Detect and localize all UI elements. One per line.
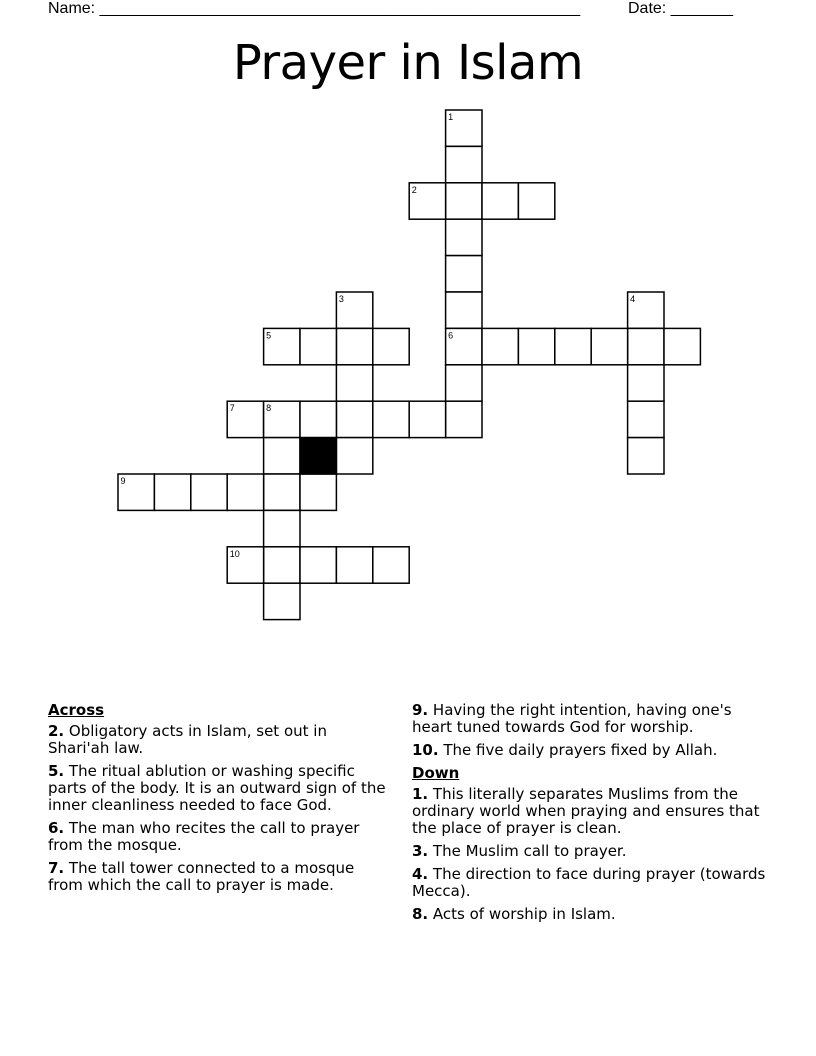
clue-number: 1.: [412, 785, 429, 803]
cell-number: 6: [448, 330, 454, 341]
grid-cell[interactable]: [446, 183, 482, 219]
grid-cell[interactable]: [446, 401, 482, 437]
grid-cell[interactable]: [373, 547, 409, 583]
clue-across-9: [412, 702, 772, 736]
grid-cell[interactable]: [628, 328, 664, 364]
grid-cell[interactable]: [336, 328, 372, 364]
grid-cell[interactable]: [446, 256, 482, 292]
grid-cell[interactable]: [628, 438, 664, 474]
grid-cell[interactable]: [555, 328, 591, 364]
clue-across-2: [48, 723, 393, 757]
grid-cell[interactable]: [154, 474, 190, 510]
grid-cell[interactable]: [227, 474, 263, 510]
clue-across-6: [48, 820, 393, 854]
clue-text: The man who recites the call to prayer from the mosque.: [48, 819, 360, 854]
clue-text: The five daily prayers fixed by Allah.: [443, 741, 718, 759]
clue-number: 4.: [412, 865, 429, 883]
clues-left-column: [48, 702, 393, 900]
grid-cell[interactable]: [336, 365, 372, 401]
grid-cell[interactable]: [373, 328, 409, 364]
grid-cell[interactable]: [336, 438, 372, 474]
grid-cell[interactable]: [409, 401, 445, 437]
clue-text: Having the right intention, having one's heart tuned towards God for worship.: [412, 701, 732, 736]
grid-cell[interactable]: [482, 183, 518, 219]
clue-number: 7.: [48, 859, 65, 877]
cell-number: 5: [266, 330, 272, 341]
grid-cell[interactable]: [482, 328, 518, 364]
grid-cell[interactable]: [518, 328, 554, 364]
grid-cell[interactable]: [336, 547, 372, 583]
clue-across-7: [48, 860, 393, 894]
date-line: _______: [670, 0, 733, 17]
clue-down-1: [412, 786, 772, 837]
grid-cell[interactable]: [628, 401, 664, 437]
grid-cell[interactable]: [628, 365, 664, 401]
cell-number: 3: [338, 294, 344, 304]
cell-number: 9: [120, 476, 126, 486]
grid-cell[interactable]: [264, 474, 300, 510]
clue-number: 5.: [48, 762, 65, 780]
grid-cell[interactable]: [664, 328, 700, 364]
across-heading: Across: [48, 701, 105, 719]
clue-number: 2.: [48, 722, 65, 740]
clue-number: 6.: [48, 819, 65, 837]
date-label: Date:: [628, 0, 667, 17]
clue-number: 9.: [412, 701, 429, 719]
clue-across-10: [412, 742, 772, 759]
grid-cell[interactable]: [300, 328, 336, 364]
clue-text: The ritual ablution or washing specific parts of the body. It is an outward sign of the inner cleanliness needed to face God.: [48, 762, 386, 814]
clue-across-5: [48, 763, 393, 814]
grid-cell[interactable]: [336, 401, 372, 437]
cell-number: 1: [448, 112, 454, 122]
grid-cell[interactable]: [264, 547, 300, 583]
page-title: Prayer in Islam: [232, 35, 584, 91]
cell-number: 7: [229, 403, 235, 414]
grid-cell[interactable]: [300, 401, 336, 437]
down-heading: Down: [412, 764, 460, 782]
name-line: ______________________________________________________: [99, 0, 581, 17]
black-cell: [300, 438, 336, 474]
grid-cell[interactable]: [300, 547, 336, 583]
clue-text: Obligatory acts in Islam, set out in Shari'ah law.: [48, 722, 327, 757]
clue-number: 3.: [412, 842, 429, 860]
grid-cell[interactable]: [446, 146, 482, 182]
cell-number: 4: [630, 294, 636, 304]
cell-number: 2: [411, 184, 417, 195]
name-label: Name:: [48, 0, 96, 17]
clues-right-column: [412, 702, 772, 929]
grid-cell[interactable]: [300, 474, 336, 510]
clue-down-4: [412, 866, 772, 900]
clue-text: Acts of worship in Islam.: [432, 905, 616, 923]
grid-cell[interactable]: [446, 219, 482, 255]
grid-cell[interactable]: [446, 365, 482, 401]
clue-number: 10.: [412, 741, 439, 759]
clue-down-3: [412, 843, 772, 860]
grid-cell[interactable]: [264, 510, 300, 546]
clue-text: The tall tower connected to a mosque from which the call to prayer is made.: [48, 859, 355, 894]
grid-cell[interactable]: [518, 183, 554, 219]
clue-text: This literally separates Muslims from the ordinary world when praying and ensures that the place of prayer is clean.: [412, 785, 760, 837]
clue-text: The direction to face during prayer (towards Mecca).: [412, 865, 766, 900]
cell-number: 8: [266, 403, 272, 414]
grid-cell[interactable]: [191, 474, 227, 510]
clue-down-8: [412, 906, 772, 923]
grid-cell[interactable]: [264, 583, 300, 619]
clue-text: The Muslim call to prayer.: [432, 842, 627, 860]
grid-cell[interactable]: [446, 292, 482, 328]
grid-cell[interactable]: [264, 438, 300, 474]
clue-number: 8.: [412, 905, 429, 923]
grid-cell[interactable]: [591, 328, 627, 364]
cell-number: 10: [229, 548, 240, 559]
grid-cell[interactable]: [373, 401, 409, 437]
